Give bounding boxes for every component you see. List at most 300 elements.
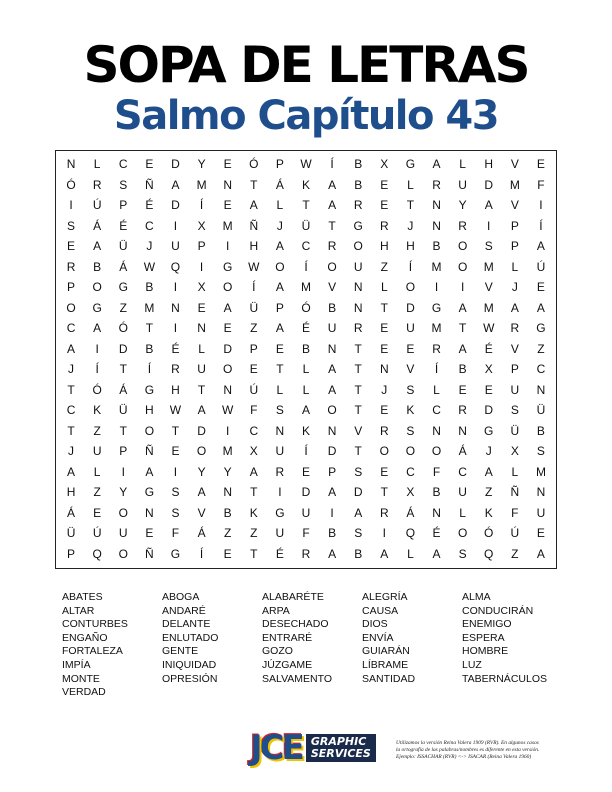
grid-letter[interactable]: E: [171, 444, 180, 459]
grid-letter[interactable]: I: [539, 198, 543, 213]
grid-letter[interactable]: S: [354, 526, 363, 541]
grid-letter[interactable]: D: [353, 485, 363, 500]
grid-letter[interactable]: V: [484, 280, 493, 295]
grid-letter[interactable]: Ü: [118, 403, 128, 418]
grid-letter[interactable]: A: [328, 177, 337, 192]
grid-letter[interactable]: U: [118, 526, 128, 541]
grid-letter[interactable]: Ó: [484, 526, 494, 541]
grid-letter[interactable]: É: [171, 341, 180, 356]
grid-letter[interactable]: M: [535, 464, 546, 479]
grid-letter[interactable]: T: [197, 382, 206, 397]
grid-letter[interactable]: N: [66, 157, 76, 172]
grid-letter[interactable]: A: [484, 198, 493, 213]
grid-letter[interactable]: P: [328, 464, 337, 479]
grid-letter[interactable]: R: [353, 321, 363, 336]
grid-letter[interactable]: W: [300, 157, 312, 172]
grid-letter[interactable]: Z: [250, 526, 258, 541]
grid-letter[interactable]: A: [536, 300, 545, 315]
grid-letter[interactable]: A: [458, 300, 467, 315]
grid-letter[interactable]: I: [487, 218, 491, 233]
grid-letter[interactable]: D: [301, 485, 311, 500]
grid-letter[interactable]: P: [197, 239, 206, 254]
grid-letter[interactable]: I: [173, 321, 178, 336]
grid-letter[interactable]: J: [68, 444, 75, 459]
grid-letter[interactable]: H: [66, 485, 76, 500]
grid-letter[interactable]: Ú: [92, 526, 102, 541]
grid-letter[interactable]: Ó: [301, 300, 311, 315]
grid-letter[interactable]: S: [67, 218, 76, 233]
grid-letter[interactable]: R: [66, 259, 76, 274]
grid-letter[interactable]: S: [536, 444, 545, 459]
grid-letter[interactable]: A: [67, 341, 76, 356]
grid-letter[interactable]: Z: [93, 485, 101, 500]
grid-letter[interactable]: Í: [147, 362, 152, 377]
grid-letter[interactable]: C: [536, 362, 546, 377]
grid-letter[interactable]: D: [406, 300, 415, 315]
grid-letter[interactable]: G: [223, 259, 233, 274]
grid-letter[interactable]: A: [510, 300, 519, 315]
grid-letter[interactable]: R: [327, 239, 337, 254]
grid-letter[interactable]: L: [459, 505, 466, 520]
grid-letter[interactable]: O: [457, 526, 468, 541]
grid-letter[interactable]: O: [327, 259, 337, 274]
grid-letter[interactable]: E: [223, 546, 232, 561]
grid-letter[interactable]: A: [197, 485, 206, 500]
grid-letter[interactable]: A: [328, 362, 337, 377]
grid-letter[interactable]: G: [275, 505, 285, 520]
grid-letter[interactable]: C: [406, 464, 415, 479]
grid-letter[interactable]: V: [354, 423, 363, 438]
grid-letter[interactable]: T: [67, 423, 75, 438]
grid-letter[interactable]: I: [278, 485, 282, 500]
grid-letter[interactable]: Í: [304, 259, 308, 274]
grid-letter[interactable]: O: [457, 239, 468, 254]
grid-letter[interactable]: B: [145, 341, 154, 356]
grid-letter[interactable]: A: [432, 157, 441, 172]
grid-letter[interactable]: S: [510, 403, 519, 418]
grid-letter[interactable]: O: [118, 505, 128, 520]
grid-letter[interactable]: M: [222, 218, 233, 233]
grid-letter[interactable]: M: [431, 321, 442, 336]
grid-letter[interactable]: S: [119, 177, 128, 192]
grid-letter[interactable]: L: [276, 198, 284, 213]
grid-letter[interactable]: M: [300, 280, 311, 295]
grid-letter[interactable]: M: [483, 300, 494, 315]
grid-letter[interactable]: Í: [408, 259, 413, 274]
grid-letter[interactable]: N: [275, 423, 285, 438]
grid-letter[interactable]: P: [249, 341, 258, 356]
grid-letter[interactable]: N: [145, 505, 154, 520]
grid-letter[interactable]: I: [173, 218, 178, 233]
grid-letter[interactable]: J: [407, 218, 414, 233]
grid-letter[interactable]: T: [250, 546, 258, 561]
grid-letter[interactable]: B: [458, 362, 467, 377]
grid-letter[interactable]: Y: [458, 198, 467, 213]
grid-letter[interactable]: R: [510, 321, 520, 336]
grid-letter[interactable]: A: [249, 464, 258, 479]
grid-letter[interactable]: R: [432, 341, 441, 356]
grid-letter[interactable]: B: [432, 485, 441, 500]
grid-letter[interactable]: I: [121, 464, 125, 479]
grid-letter[interactable]: I: [95, 341, 99, 356]
grid-letter[interactable]: X: [380, 157, 389, 172]
grid-letter[interactable]: E: [93, 505, 102, 520]
grid-letter[interactable]: Ú: [536, 259, 546, 274]
grid-letter[interactable]: P: [510, 218, 519, 233]
grid-letter[interactable]: I: [226, 423, 230, 438]
grid-letter[interactable]: I: [173, 280, 178, 295]
grid-letter[interactable]: G: [92, 300, 102, 315]
grid-letter[interactable]: I: [460, 280, 465, 295]
grid-letter[interactable]: A: [328, 485, 337, 500]
grid-letter[interactable]: Y: [197, 464, 206, 479]
grid-letter[interactable]: P: [275, 300, 284, 315]
grid-letter[interactable]: C: [118, 157, 128, 172]
grid-letter[interactable]: E: [67, 239, 76, 254]
grid-letter[interactable]: X: [510, 444, 519, 459]
grid-letter[interactable]: K: [301, 177, 310, 192]
grid-letter[interactable]: A: [223, 300, 232, 315]
grid-letter[interactable]: Ú: [249, 382, 259, 397]
grid-letter[interactable]: L: [302, 382, 310, 397]
grid-letter[interactable]: H: [406, 239, 415, 254]
grid-letter[interactable]: Ñ: [145, 444, 154, 459]
grid-letter[interactable]: R: [92, 177, 102, 192]
grid-letter[interactable]: E: [223, 321, 232, 336]
grid-letter[interactable]: V: [510, 198, 519, 213]
grid-letter[interactable]: A: [275, 321, 284, 336]
grid-letter[interactable]: E: [536, 280, 545, 295]
grid-letter[interactable]: C: [66, 321, 76, 336]
grid-letter[interactable]: Ú: [510, 526, 520, 541]
grid-letter[interactable]: W: [222, 403, 234, 418]
grid-letter[interactable]: A: [93, 321, 102, 336]
grid-letter[interactable]: G: [431, 300, 442, 315]
grid-letter[interactable]: G: [536, 321, 546, 336]
grid-letter[interactable]: C: [432, 403, 441, 418]
grid-letter[interactable]: T: [328, 218, 336, 233]
grid-letter[interactable]: T: [119, 362, 127, 377]
grid-letter[interactable]: J: [381, 382, 388, 397]
grid-letter[interactable]: V: [328, 280, 337, 295]
grid-letter[interactable]: T: [354, 382, 362, 397]
grid-letter[interactable]: B: [536, 423, 545, 438]
grid-letter[interactable]: R: [458, 218, 467, 233]
letter-grid[interactable]: [58, 154, 554, 564]
grid-letter[interactable]: É: [301, 321, 310, 336]
grid-letter[interactable]: O: [405, 444, 416, 459]
grid-letter[interactable]: F: [250, 403, 258, 418]
grid-letter[interactable]: É: [119, 218, 128, 233]
grid-letter[interactable]: E: [406, 341, 415, 356]
grid-letter[interactable]: U: [197, 362, 206, 377]
grid-letter[interactable]: N: [327, 341, 337, 356]
grid-letter[interactable]: U: [458, 177, 467, 192]
grid-letter[interactable]: Ñ: [510, 485, 520, 500]
grid-letter[interactable]: P: [275, 157, 284, 172]
grid-letter[interactable]: T: [302, 198, 310, 213]
grid-letter[interactable]: Á: [406, 505, 415, 520]
grid-letter[interactable]: L: [511, 259, 519, 274]
grid-letter[interactable]: G: [484, 423, 494, 438]
grid-letter[interactable]: G: [170, 546, 181, 561]
grid-letter[interactable]: R: [275, 464, 285, 479]
grid-letter[interactable]: O: [66, 300, 76, 315]
grid-letter[interactable]: G: [144, 382, 155, 397]
grid-letter[interactable]: N: [432, 423, 441, 438]
grid-letter[interactable]: R: [301, 546, 311, 561]
grid-letter[interactable]: T: [119, 423, 127, 438]
grid-letter[interactable]: N: [536, 485, 546, 500]
grid-letter[interactable]: X: [197, 218, 206, 233]
grid-letter[interactable]: U: [458, 485, 467, 500]
grid-letter[interactable]: D: [327, 444, 337, 459]
grid-letter[interactable]: F: [302, 526, 310, 541]
grid-letter[interactable]: Ñ: [145, 177, 154, 192]
grid-letter[interactable]: Y: [197, 157, 206, 172]
grid-letter[interactable]: J: [511, 280, 518, 295]
grid-letter[interactable]: P: [510, 362, 519, 377]
grid-letter[interactable]: E: [484, 382, 493, 397]
grid-letter[interactable]: O: [223, 362, 233, 377]
grid-letter[interactable]: Í: [199, 198, 204, 213]
grid-letter[interactable]: Í: [252, 280, 256, 295]
grid-letter[interactable]: M: [144, 300, 155, 315]
grid-letter[interactable]: D: [171, 198, 180, 213]
grid-letter[interactable]: E: [536, 157, 545, 172]
grid-letter[interactable]: Í: [304, 444, 308, 459]
grid-letter[interactable]: N: [379, 362, 389, 377]
grid-letter[interactable]: R: [379, 218, 389, 233]
grid-letter[interactable]: K: [484, 505, 493, 520]
grid-letter[interactable]: H: [171, 382, 180, 397]
grid-letter[interactable]: O: [431, 444, 442, 459]
grid-letter[interactable]: Z: [380, 259, 388, 274]
grid-letter[interactable]: K: [93, 403, 102, 418]
grid-letter[interactable]: N: [432, 198, 441, 213]
grid-letter[interactable]: F: [537, 177, 545, 192]
grid-letter[interactable]: Ñ: [145, 546, 154, 561]
grid-letter[interactable]: K: [249, 505, 258, 520]
grid-letter[interactable]: R: [353, 198, 363, 213]
grid-letter[interactable]: I: [69, 198, 73, 213]
grid-letter[interactable]: L: [93, 464, 101, 479]
grid-letter[interactable]: C: [66, 403, 76, 418]
grid-letter[interactable]: W: [169, 403, 182, 418]
grid-letter[interactable]: N: [432, 218, 441, 233]
grid-letter[interactable]: N: [171, 300, 180, 315]
grid-letter[interactable]: V: [510, 341, 519, 356]
grid-letter[interactable]: U: [275, 526, 285, 541]
grid-letter[interactable]: P: [119, 198, 128, 213]
grid-letter[interactable]: B: [145, 280, 154, 295]
grid-letter[interactable]: L: [407, 546, 414, 561]
grid-letter[interactable]: L: [302, 362, 310, 377]
grid-letter[interactable]: B: [354, 157, 363, 172]
grid-letter[interactable]: T: [250, 485, 258, 500]
grid-letter[interactable]: V: [510, 157, 519, 172]
grid-letter[interactable]: A: [275, 239, 284, 254]
grid-letter[interactable]: P: [119, 444, 128, 459]
grid-letter[interactable]: P: [67, 280, 76, 295]
grid-letter[interactable]: L: [93, 157, 101, 172]
grid-letter[interactable]: D: [171, 157, 180, 172]
grid-letter[interactable]: E: [223, 198, 232, 213]
grid-letter[interactable]: E: [536, 526, 545, 541]
grid-letter[interactable]: L: [511, 464, 519, 479]
grid-letter[interactable]: W: [248, 259, 260, 274]
grid-letter[interactable]: Ó: [118, 321, 128, 336]
grid-letter[interactable]: C: [458, 464, 467, 479]
grid-letter[interactable]: S: [275, 403, 284, 418]
grid-letter[interactable]: V: [406, 362, 415, 377]
grid-letter[interactable]: U: [536, 505, 546, 520]
grid-letter[interactable]: É: [145, 198, 154, 213]
grid-letter[interactable]: S: [484, 239, 493, 254]
grid-letter[interactable]: J: [485, 444, 492, 459]
grid-letter[interactable]: B: [328, 526, 337, 541]
grid-letter[interactable]: N: [327, 423, 337, 438]
grid-letter[interactable]: C: [249, 423, 259, 438]
grid-letter[interactable]: Á: [197, 526, 206, 541]
grid-letter[interactable]: S: [406, 423, 415, 438]
grid-letter[interactable]: Ü: [66, 526, 76, 541]
grid-letter[interactable]: C: [301, 239, 311, 254]
grid-letter[interactable]: E: [223, 157, 232, 172]
grid-letter[interactable]: R: [458, 403, 467, 418]
grid-letter[interactable]: U: [353, 259, 363, 274]
grid-letter[interactable]: I: [382, 526, 386, 541]
grid-letter[interactable]: A: [380, 546, 389, 561]
grid-letter[interactable]: V: [197, 505, 206, 520]
grid-letter[interactable]: L: [276, 382, 284, 397]
grid-letter[interactable]: A: [536, 546, 545, 561]
grid-letter[interactable]: R: [379, 505, 389, 520]
grid-letter[interactable]: J: [68, 362, 75, 377]
grid-letter[interactable]: Z: [93, 423, 101, 438]
grid-letter[interactable]: P: [67, 546, 76, 561]
grid-letter[interactable]: Q: [405, 526, 416, 541]
grid-letter[interactable]: T: [67, 382, 75, 397]
grid-letter[interactable]: X: [484, 362, 493, 377]
grid-letter[interactable]: A: [354, 505, 363, 520]
grid-letter[interactable]: G: [118, 280, 128, 295]
grid-letter[interactable]: É: [432, 526, 441, 541]
grid-letter[interactable]: S: [458, 546, 467, 561]
grid-letter[interactable]: O: [353, 239, 363, 254]
grid-letter[interactable]: Y: [119, 485, 128, 500]
grid-letter[interactable]: N: [353, 300, 363, 315]
grid-letter[interactable]: Z: [250, 321, 258, 336]
grid-letter[interactable]: O: [92, 280, 102, 295]
grid-letter[interactable]: L: [433, 382, 440, 397]
grid-letter[interactable]: O: [327, 403, 337, 418]
grid-letter[interactable]: T: [354, 444, 362, 459]
grid-letter[interactable]: A: [328, 546, 337, 561]
grid-letter[interactable]: J: [276, 218, 283, 233]
grid-letter[interactable]: I: [434, 280, 439, 295]
grid-letter[interactable]: O: [405, 280, 416, 295]
grid-letter[interactable]: Ñ: [249, 218, 259, 233]
grid-letter[interactable]: N: [536, 382, 546, 397]
grid-letter[interactable]: Í: [330, 157, 334, 172]
grid-letter[interactable]: L: [198, 341, 205, 356]
grid-letter[interactable]: E: [380, 177, 389, 192]
grid-letter[interactable]: A: [197, 403, 206, 418]
grid-letter[interactable]: T: [354, 341, 362, 356]
grid-letter[interactable]: F: [511, 505, 519, 520]
grid-letter[interactable]: N: [432, 505, 441, 520]
grid-letter[interactable]: E: [249, 362, 258, 377]
grid-letter[interactable]: B: [93, 259, 102, 274]
grid-letter[interactable]: Ü: [118, 239, 128, 254]
grid-letter[interactable]: T: [171, 423, 180, 438]
grid-letter[interactable]: O: [275, 259, 285, 274]
grid-letter[interactable]: U: [171, 239, 180, 254]
grid-letter[interactable]: U: [92, 444, 102, 459]
grid-letter[interactable]: O: [223, 280, 233, 295]
grid-letter[interactable]: Z: [511, 546, 519, 561]
grid-letter[interactable]: N: [223, 485, 233, 500]
grid-letter[interactable]: P: [510, 239, 519, 254]
grid-letter[interactable]: H: [249, 239, 259, 254]
grid-letter[interactable]: Z: [224, 526, 232, 541]
grid-letter[interactable]: B: [354, 546, 363, 561]
grid-letter[interactable]: E: [458, 382, 467, 397]
grid-letter[interactable]: W: [483, 321, 495, 336]
grid-letter[interactable]: N: [197, 321, 206, 336]
grid-letter[interactable]: H: [379, 239, 389, 254]
grid-letter[interactable]: A: [484, 464, 493, 479]
grid-letter[interactable]: N: [223, 382, 233, 397]
grid-letter[interactable]: A: [67, 464, 76, 479]
grid-letter[interactable]: T: [250, 177, 258, 192]
grid-letter[interactable]: D: [484, 403, 494, 418]
grid-letter[interactable]: G: [405, 157, 416, 172]
grid-letter[interactable]: I: [173, 464, 178, 479]
grid-letter[interactable]: O: [118, 546, 128, 561]
grid-letter[interactable]: A: [432, 546, 441, 561]
grid-letter[interactable]: Z: [537, 341, 545, 356]
grid-letter[interactable]: M: [222, 444, 233, 459]
grid-letter[interactable]: Á: [275, 177, 284, 192]
grid-letter[interactable]: E: [145, 157, 154, 172]
grid-letter[interactable]: T: [354, 403, 362, 418]
grid-letter[interactable]: Í: [434, 362, 439, 377]
grid-letter[interactable]: T: [458, 321, 467, 336]
grid-letter[interactable]: Y: [223, 464, 232, 479]
grid-letter[interactable]: E: [380, 464, 389, 479]
grid-letter[interactable]: A: [93, 239, 102, 254]
grid-letter[interactable]: Á: [458, 444, 467, 459]
grid-letter[interactable]: U: [275, 444, 285, 459]
grid-letter[interactable]: M: [431, 259, 442, 274]
grid-letter[interactable]: S: [354, 464, 363, 479]
grid-letter[interactable]: G: [144, 485, 155, 500]
grid-letter[interactable]: K: [406, 403, 415, 418]
grid-letter[interactable]: T: [354, 362, 362, 377]
grid-letter[interactable]: M: [196, 177, 207, 192]
grid-letter[interactable]: Í: [199, 546, 204, 561]
grid-letter[interactable]: F: [432, 464, 441, 479]
grid-letter[interactable]: E: [145, 526, 154, 541]
grid-letter[interactable]: K: [301, 423, 310, 438]
grid-letter[interactable]: T: [145, 321, 154, 336]
grid-letter[interactable]: A: [275, 280, 284, 295]
grid-letter[interactable]: O: [379, 444, 389, 459]
grid-letter[interactable]: Á: [119, 259, 128, 274]
grid-letter[interactable]: E: [380, 403, 389, 418]
